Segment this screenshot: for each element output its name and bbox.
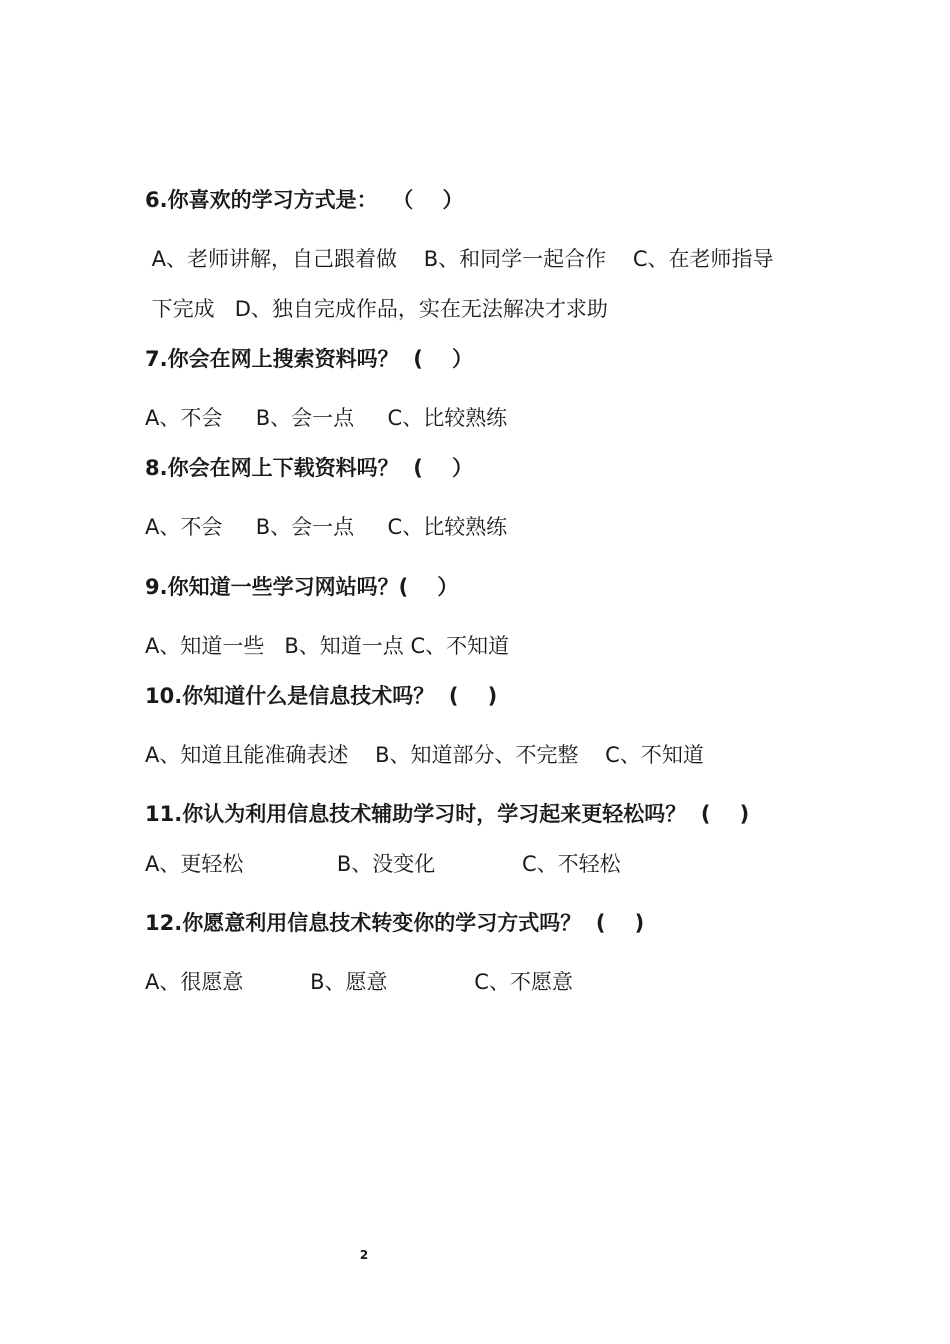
question-6: 6.你喜欢的学习方式是： （ ） (145, 188, 464, 212)
question-9: 9.你知道一些学习网站吗？( ） (145, 575, 459, 599)
question-12: 12.你愿意利用信息技术转变你的学习方式吗？ ( ) (145, 911, 645, 935)
question-10: 10.你知道什么是信息技术吗？ ( ) (145, 684, 498, 708)
question-10-options: A、知道且能准确表述 B、知道部分、不完整 C、不知道 (145, 743, 704, 767)
question-6-options-line-1: A、老师讲解，自己跟着做 B、和同学一起合作 C、在老师指导 (145, 247, 774, 271)
question-8-options: A、不会 B、会一点 C、比较熟练 (145, 515, 508, 539)
question-9-options: A、知道一些 B、知道一点 C、不知道 (145, 634, 510, 658)
question-8: 8.你会在网上下载资料吗？ ( ） (145, 456, 474, 480)
page-number: 2 (359, 1248, 369, 1262)
question-6-options-line-2: 下完成 D、独自完成作品，实在无法解决才求助 (145, 297, 608, 321)
question-12-options: A、很愿意 B、愿意 C、不愿意 (145, 970, 573, 994)
question-7: 7.你会在网上搜索资料吗？ ( ） (145, 347, 474, 371)
question-7-options: A、不会 B、会一点 C、比较熟练 (145, 406, 508, 430)
question-11-options: A、更轻松 B、没变化 C、不轻松 (145, 852, 621, 876)
question-11: 11.你认为利用信息技术辅助学习时，学习起来更轻松吗？ ( ) (145, 802, 750, 826)
